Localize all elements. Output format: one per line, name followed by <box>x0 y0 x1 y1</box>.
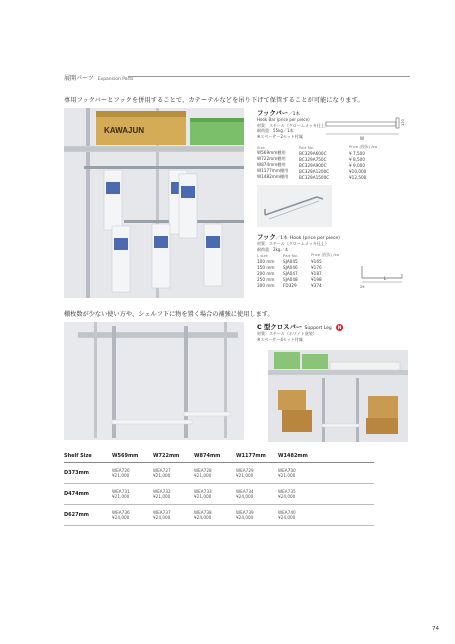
cross-bar-subtitle: Support Leg <box>304 326 332 331</box>
cell-size: W722mm棚用 <box>257 156 286 162</box>
table-cell <box>236 463 278 484</box>
hook-bar-unit: ／1本 <box>288 112 300 117</box>
hook-bar-dim-120: 120 <box>401 119 405 126</box>
hook-col-part: Part No. <box>283 252 299 258</box>
cell-price: ¥10,000 <box>349 168 367 174</box>
table-row <box>64 463 374 484</box>
table-cell <box>153 505 194 526</box>
hook-bar-diagram <box>322 116 408 142</box>
cross-bar-lead: 棚枚数が少ない使い方や、シェルフ下に物を置く場合の補強に使用します。 <box>64 311 274 318</box>
row-size: D474mm <box>64 484 112 505</box>
part-no: WEA730 <box>278 468 296 473</box>
part-no: WEA726 <box>112 468 130 473</box>
cell-price: ¥374 <box>311 282 322 288</box>
hook-bar-col-size: Size <box>257 144 265 150</box>
cell-part: SJA048 <box>283 276 298 282</box>
cross-bar-title: C 型クロスバー <box>257 323 303 331</box>
price: ¥21,000 <box>153 473 171 478</box>
cell-part: SJA047 <box>283 270 298 276</box>
cross-bar-use-photo <box>268 350 408 442</box>
price: ¥24,000 <box>112 515 130 520</box>
price: ¥21,000 <box>112 494 130 499</box>
part-no: WEA737 <box>153 510 171 515</box>
price: ¥21,000 <box>278 473 296 478</box>
hook-bar-title: フックバー <box>257 109 289 117</box>
hook-bar-photo <box>64 108 244 298</box>
table-row <box>257 282 347 288</box>
part-no: WEA732 <box>153 489 171 494</box>
hook-bar-dim-w: W <box>360 136 364 141</box>
table-cell <box>112 463 153 484</box>
cell-part: SJA046 <box>283 264 298 270</box>
table-cell <box>278 484 374 505</box>
table-cell <box>236 484 278 505</box>
col-shelf-size: Shelf Size <box>64 449 112 463</box>
price: ¥24,000 <box>153 515 171 520</box>
section-header <box>64 73 134 82</box>
hook-bar-col-price: Price (税抜) /ea <box>349 144 378 149</box>
hook-spec-table <box>257 252 347 288</box>
table-cell <box>112 484 153 505</box>
cell-price: ¥12,500 <box>349 174 367 180</box>
row-size: D373mm <box>64 463 112 484</box>
table-row <box>64 484 374 505</box>
cell-price: ¥ 9,000 <box>349 162 365 168</box>
hook-load: 耐荷重：2kg／本 <box>257 246 289 252</box>
page-number: 74 <box>432 626 439 632</box>
table-cell <box>278 463 374 484</box>
table-cell <box>194 484 236 505</box>
part-no: WEA729 <box>236 468 254 473</box>
hook-section <box>257 232 407 252</box>
cross-bar-note: ※スペーサー4セット付属 <box>257 336 303 342</box>
table-row <box>257 174 407 180</box>
hook-title-row <box>257 232 407 241</box>
header-rule <box>128 76 410 77</box>
cell-part: FD329 <box>283 282 297 288</box>
cross-bar-title-row <box>257 322 407 331</box>
hook-bar-col-part: Part No. <box>299 144 315 150</box>
price: ¥21,000 <box>194 494 212 499</box>
new-badge: N <box>337 324 342 330</box>
price: ¥21,000 <box>153 494 171 499</box>
hook-subtitle: Hook (price per piece) <box>289 236 340 241</box>
cell-size: 300 mm <box>257 282 275 288</box>
cell-size: W569mm棚用 <box>257 150 286 156</box>
hook-dim-l: L <box>384 276 387 281</box>
hook-bar-photo-illustration <box>64 108 244 298</box>
section-title-en: Expansion Parts <box>97 77 134 82</box>
table-cell <box>236 505 278 526</box>
hook-bar-diagram-drawing <box>322 116 408 142</box>
part-no: WEA740 <box>278 510 296 515</box>
hook-bar-load: 耐荷重：55kg／1本 <box>257 128 294 134</box>
hook-unit: ／1本 <box>275 236 288 241</box>
part-no: WEA735 <box>278 489 296 494</box>
price: ¥24,000 <box>236 494 254 499</box>
cell-part: BC329A600C <box>299 150 327 156</box>
cell-price: ¥165 <box>311 258 322 264</box>
cell-part: BC329A1500C <box>299 174 330 180</box>
cell-price: ¥ 8,500 <box>349 156 365 162</box>
col-w569: W569mm <box>112 449 153 463</box>
cross-bar-use-illustration <box>268 350 408 442</box>
table-cell <box>278 505 374 526</box>
price: ¥24,000 <box>278 494 296 499</box>
part-no: WEA734 <box>236 489 254 494</box>
table-row <box>64 505 374 526</box>
row-size: D627mm <box>64 505 112 526</box>
cross-bar-section <box>257 322 407 342</box>
cell-size: 250 mm <box>257 276 275 282</box>
col-w722: W722mm <box>153 449 194 463</box>
part-no: WEA739 <box>236 510 254 515</box>
part-no: WEA727 <box>153 468 171 473</box>
price-table-header <box>64 449 374 463</box>
price: ¥21,000 <box>194 473 212 478</box>
part-no: WEA736 <box>112 510 130 515</box>
hook-title: フック <box>257 233 276 241</box>
part-no: WEA733 <box>194 489 212 494</box>
hook-diagram-drawing <box>358 262 408 290</box>
cell-size: 200 mm <box>257 270 275 276</box>
cross-bar-photo-illustration <box>64 322 244 440</box>
price: ¥24,000 <box>278 515 296 520</box>
col-w874: W874mm <box>194 449 236 463</box>
part-no: WEA728 <box>194 468 212 473</box>
cell-size: 150 mm <box>257 264 275 270</box>
col-w1177: W1177mm <box>236 449 278 463</box>
cell-price: ¥187 <box>311 270 322 276</box>
cell-price: ¥ 7,500 <box>349 150 365 156</box>
price: ¥21,000 <box>112 473 130 478</box>
hook-bar-subtitle: Hook Bar (price per piece) <box>257 117 310 122</box>
part-no: WEA738 <box>194 510 212 515</box>
cell-price: ¥176 <box>311 264 322 270</box>
cell-size: W874mm棚用 <box>257 162 286 168</box>
price: ¥21,000 <box>236 473 254 478</box>
cell-size: W1482mm棚用 <box>257 174 289 180</box>
hook-col-price: Price (税抜) /ea <box>311 252 340 257</box>
cell-part: BC329A1200C <box>299 168 330 174</box>
hook-col-size: L size <box>257 252 268 258</box>
col-w1482: W1482mm <box>278 449 374 463</box>
hook-bar-note: ※スペーサー2セット付属 <box>257 133 303 139</box>
cell-size: 100 mm <box>257 258 275 264</box>
part-no: WEA731 <box>112 489 130 494</box>
price: ¥24,000 <box>194 515 212 520</box>
hook-bar-material: 材質：スチール（クロームメッキ仕上） <box>257 122 329 128</box>
box-brand-label: KAWAJUN <box>104 126 145 135</box>
section-title: 展開パーツ <box>64 75 94 82</box>
cross-bar-material: 材質：スチール（ホワイト塗装） <box>257 331 317 336</box>
table-cell <box>194 505 236 526</box>
cell-part: SJA045 <box>283 258 298 264</box>
hook-photo <box>257 185 332 227</box>
cell-price: ¥198 <box>311 276 322 282</box>
hook-material: 材質：スチール（クロームメッキ仕上） <box>257 241 329 246</box>
cell-part: BC329A750C <box>299 156 327 162</box>
table-cell <box>153 463 194 484</box>
table-cell <box>112 505 153 526</box>
intro-text: 専用フックバーとフックを併用することで、カテーテルなどを吊り下げて保管することが可能になります。 <box>64 97 364 104</box>
table-cell <box>194 463 236 484</box>
cross-bar-photo <box>64 322 244 440</box>
hook-diagram <box>358 262 408 290</box>
hook-bar-spec-table <box>257 144 407 180</box>
hook-photo-illustration <box>257 185 332 227</box>
table-cell <box>153 484 194 505</box>
hook-dim-29: 29 <box>360 285 365 289</box>
price: ¥24,000 <box>236 515 254 520</box>
cross-bar-price-table <box>64 449 374 526</box>
cell-size: W1177mm棚用 <box>257 168 289 174</box>
cell-part: BC329A900C <box>299 162 327 168</box>
